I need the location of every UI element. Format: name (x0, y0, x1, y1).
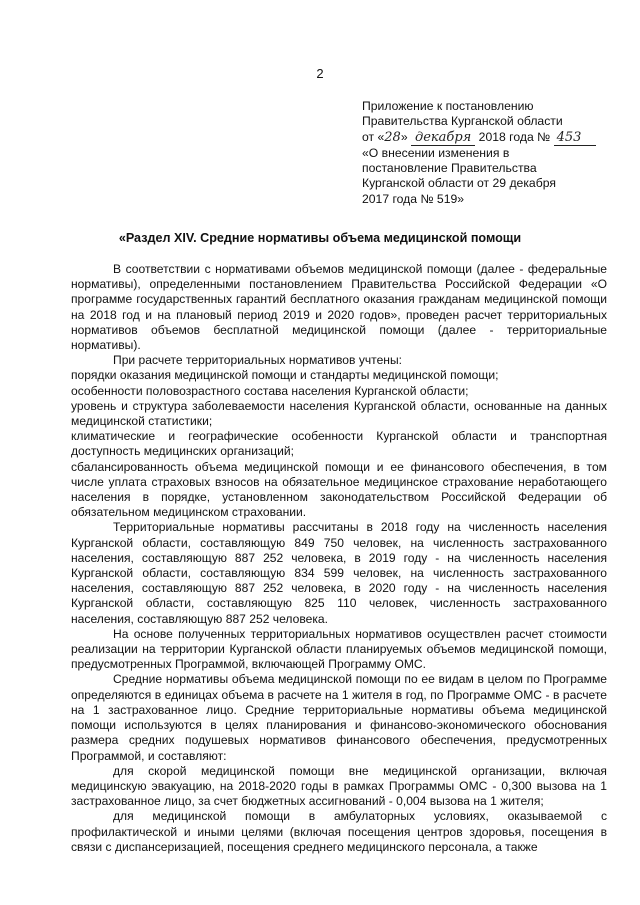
paragraph: климатические и географические особенности Курганской области и транспортная доступность медицинских организаций; (71, 429, 607, 459)
paragraph: порядки оказания медицинской помощи и стандарты медицинской помощи; (71, 368, 499, 383)
handwritten-month: декабря (411, 130, 475, 146)
handwritten-day: 28 (384, 129, 401, 145)
paragraph: При расчете территориальных нормативов учтены: (113, 353, 403, 368)
section-title: «Раздел XIV. Средние нормативы объема медицинской помощи (118, 231, 522, 245)
document-body (71, 262, 607, 855)
paragraph: уровень и структура заболеваемости населения Курганской области, основанные на данных медицинской статистики; (71, 398, 607, 429)
paragraph: На основе полученных территориальных нормативов осуществлен расчет стоимости реализации на территории Курганской области планируемых объемов медицинской помощи, предусмотренных Программой, включающей Программу ОМС. (71, 626, 607, 672)
paragraph: сбалансированность объема медицинской помощи и ее финансового обеспечения, в том числе уплата страховых взносов на обязательное медицинское страхование неработающего населения в порядке, установленном законодательством Российской Федерации об обязательном медицинском страховании. (71, 459, 607, 520)
date-prefix: от « (362, 129, 385, 144)
page-number: 2 (316, 66, 324, 81)
appendix-line-2: Правительства Курганской области (362, 114, 563, 129)
appendix-line-7: 2017 года № 519» (362, 191, 465, 206)
handwritten-number: 453 (554, 130, 596, 146)
paragraph: Средние нормативы объема медицинской помощи по ее видам в целом по Программе определяются в единицах объема в расчете на 1 жителя в год, по Программе ОМС - в расчете на 1 застрахованное лицо. Средние территориальные нормативы объема медицинской помощи используются в целях планирования и финансово-экономического обоснования размера средних подушевых нормативов финансового обеспечения, предусмотренных Программой, и составляют: (71, 672, 607, 763)
appendix-line-5: постановление Правительства (362, 161, 537, 176)
appendix-line-6: Курганской области от 29 декабря (362, 176, 556, 191)
appendix-date-line (362, 130, 612, 146)
paragraph: особенности половозрастного состава населения Курганской области; (71, 383, 469, 398)
date-mid: » (400, 129, 408, 144)
paragraph: для скорой медицинской помощи вне медицинской организации, включая медицинскую эвакуацию, на 2018-2020 годы в рамках Программы ОМС - 0,300 вызова на 1 застрахованное лицо, за счет бюджетных ассигнований - 0,004 вызова на 1 жителя; (71, 763, 607, 809)
paragraph: В соответствии с нормативами объемов медицинской помощи (далее - федеральные нормативы), определенными постановлением Правительства Российской Федерации «О программе государственных гарантий бесплатного оказания гражданам медицинской помощи на 2018 год и на плановый период 2019 и 2020 годов», проведен расчет территориальных нормативов объемов бесплатной медицинской помощи (далее - территориальные нормативы). (71, 262, 607, 353)
date-year: 2018 года № (475, 129, 554, 144)
paragraph: для медицинской помощи в амбулаторных условиях, оказываемой с профилактической и иными целями (включая посещения центров здоровья, посещения в связи с диспансеризацией, посещения среднего медицинского персонала, а также (71, 809, 607, 854)
appendix-line-4: «О внесении изменения в (362, 145, 510, 160)
appendix-line-1: Приложение к постановлению (362, 99, 534, 113)
paragraph: Территориальные нормативы рассчитаны в 2018 году на численность населения Курганской области, составляющую 849 750 человек, на численность застрахованного населения, составляющую 887 252 человека, в 2019 году - на численность населения Курганской области, составляющую 834 599 человек, на численность застрахованного населения, составляющую 887 252 человека, в 2020 году - на численность населения Курганской области, составляющую 825 110 человек, численность застрахованного населения, составляющую 887 252 человека. (71, 520, 607, 626)
appendix-block (362, 99, 612, 207)
